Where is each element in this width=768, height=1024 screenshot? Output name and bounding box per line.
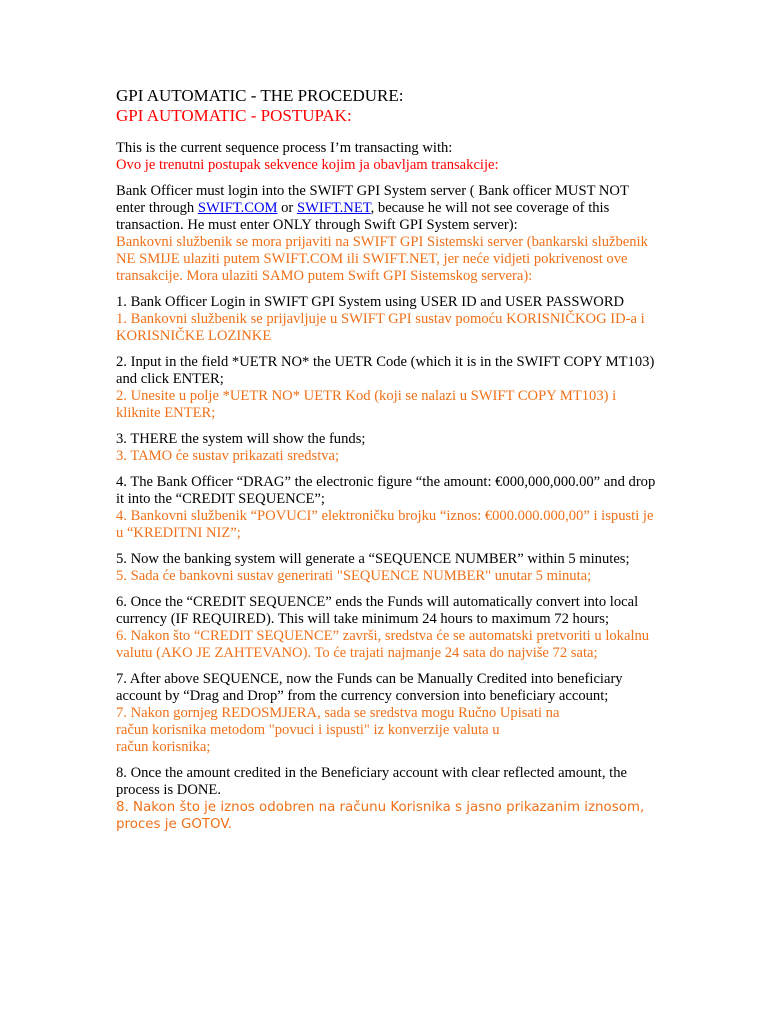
step-7 [116,671,656,756]
login-block [116,183,656,285]
step-1-croatian: 1. Bankovni službenik se prijavljuje u SWIFT GPI sustav pomoću KORISNIČKOG ID-a i KORISNIČKE LOZINKE [116,311,645,344]
title-croatian: GPI AUTOMATIC - POSTUPAK: [116,106,352,125]
login-text-part2: or [277,200,297,216]
intro-croatian: Ovo je trenutni postupak sekvence kojim ja obavljam transakcije: [116,157,499,173]
step-2-croatian: 2. Unesite u polje *UETR NO* UETR Kod (koji se nalazi u SWIFT COPY MT103) i kliknite ENTER; [116,388,617,421]
swift-net-link[interactable]: SWIFT.NET [296,200,371,216]
step-8-croatian: 8. Nakon što je iznos odobren na računu Korisnika s jasno prikazanim iznosom, proces je GOTOV. [116,800,645,832]
step-1-english: 1. Bank Officer Login in SWIFT GPI System using USER ID and USER PASSWORD [116,294,625,310]
login-croatian: Bankovni službenik se mora prijaviti na SWIFT GPI Sistemski server (bankarski službenik NE SMIJE ulaziti putem SWIFT.COM ili SWIFT.NET, jer neće vidjeti pokrivenost ove transakcije. Mora ulaziti SAMO putem Swift GPI Sistemskog servera): [116,234,648,284]
step-8-english: 8. Once the amount credited in the Beneficiary account with clear reflected amount, the process is DONE. [116,765,627,798]
step-3 [116,431,656,465]
step-4-croatian: 4. Bankovni službenik “POVUCI” elektroničku brojku “iznos: €000.000.000,00” i ispusti je u “KREDITNI NIZ”; [116,508,654,541]
step-2 [116,354,656,422]
step-8 [116,765,656,833]
login-text-part3: , because he will not see coverage of this transaction. He must enter ONLY through Swift GPI System server): [116,200,610,233]
step-4 [116,474,656,542]
intro-english: This is the current sequence process I’m transacting with: [116,140,453,156]
login-english [116,183,656,234]
document-page [116,86,656,842]
step-6-croatian: 6. Nakon što “CREDIT SEQUENCE” završi, sredstva će se automatski pretvoriti u lokalnu valutu (AKO JE ZAHTEVANO). To će trajati najmanje 24 sata do najviše 72 sata; [116,628,650,661]
step-3-croatian: 3. TAMO će sustav prikazati sredstva; [116,448,340,464]
step-5 [116,551,656,585]
step-3-english: 3. THERE the system will show the funds; [116,431,366,447]
step-7-croatian-line-3: račun korisnika; [116,739,211,755]
login-text-part1: Bank Officer must login into the SWIFT GPI System server ( Bank officer MUST NOT enter through [116,183,629,216]
swift-com-link[interactable]: SWIFT.COM [197,200,278,216]
intro-block [116,140,656,174]
step-7-english: 7. After above SEQUENCE, now the Funds can be Manually Credited into beneficiary account by “Drag and Drop” from the currency conversion into beneficiary account; [116,671,623,704]
step-7-croatian-line-2: račun korisnika metodom "povuci i ispusti" iz konverzije valuta u [116,722,500,738]
step-6 [116,594,656,662]
step-5-english: 5. Now the banking system will generate a “SEQUENCE NUMBER” within 5 minutes; [116,551,630,567]
step-6-english: 6. Once the “CREDIT SEQUENCE” ends the Funds will automatically convert into local currency (IF REQUIRED). This will take minimum 24 hours to maximum 72 hours; [116,594,639,627]
title-english: GPI AUTOMATIC - THE PROCEDURE: [116,86,404,105]
step-2-english: 2. Input in the field *UETR NO* the UETR Code (which it is in the SWIFT COPY MT103) and click ENTER; [116,354,655,387]
step-7-croatian-line-1: 7. Nakon gornjeg REDOSMJERA, sada se sredstva mogu Ručno Upisati na [116,705,560,721]
step-4-english: 4. The Bank Officer “DRAG” the electronic figure “the amount: €000,000,000.00” and drop it into the “CREDIT SEQUENCE”; [116,474,656,507]
step-5-croatian: 5. Sada će bankovni sustav generirati "SEQUENCE NUMBER" unutar 5 minuta; [116,568,592,584]
step-1 [116,294,656,345]
